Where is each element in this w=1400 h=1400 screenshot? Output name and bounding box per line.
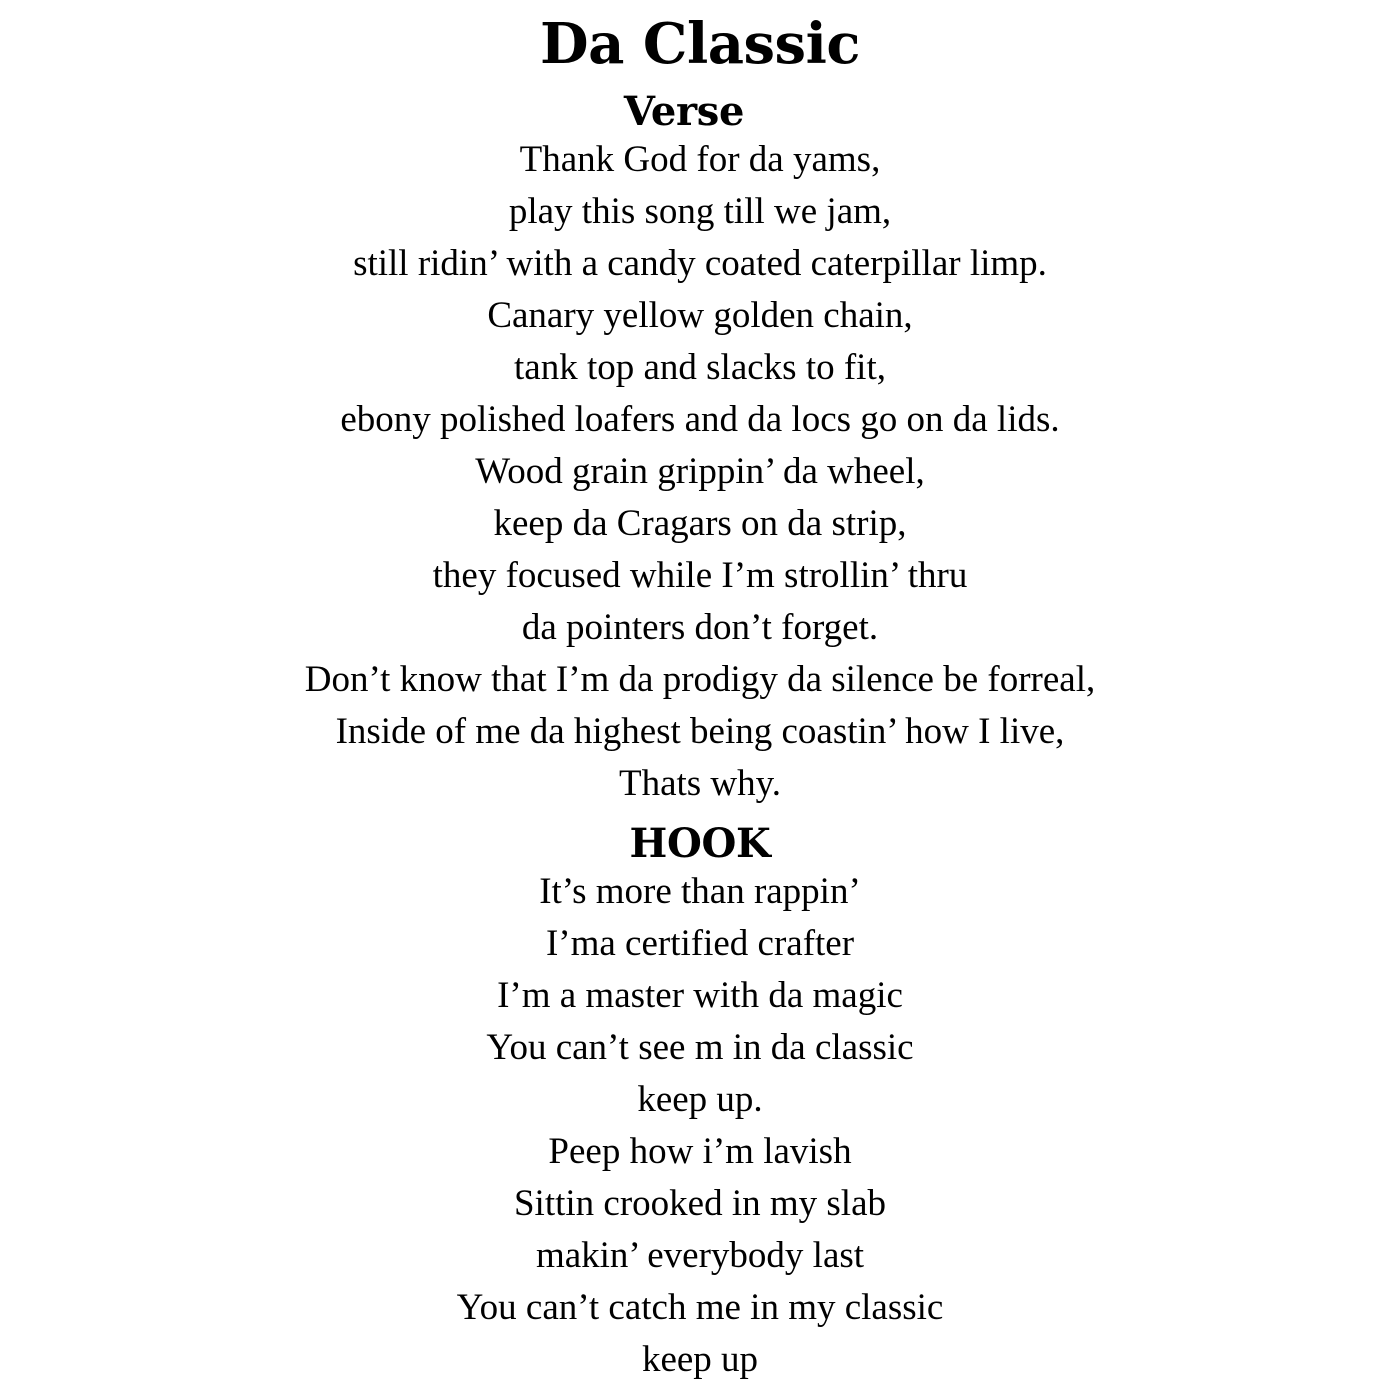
verse-line: they focused while I’m strollin’ thru (432, 555, 968, 596)
hook-line: keep up. (637, 1079, 763, 1120)
verse-line: Thats why. (618, 763, 782, 804)
hook-line: Peep how i’m lavish (548, 1131, 852, 1172)
verse-line: tank top and slacks to fit, (514, 347, 886, 388)
verse-line: play this song till we jam, (508, 191, 892, 232)
song-title: Da Classic (540, 11, 860, 77)
verse-line: Canary yellow golden chain, (487, 295, 913, 336)
hook-line: makin’ everybody last (535, 1235, 865, 1276)
verse-line: still ridin’ with a candy coated caterpillar limp. (353, 243, 1047, 284)
hook-line: I’m a master with da magic (497, 975, 903, 1016)
verse-line: Inside of me da highest being coastin’ how I live, (335, 711, 1065, 752)
verse-line: ebony polished loafers and da locs go on da lids. (340, 399, 1060, 440)
verse-line: Wood grain grippin’ da wheel, (475, 451, 925, 492)
verse-line: Don’t know that I’m da prodigy da silence be forreal, (304, 659, 1096, 700)
hook-line: keep up (641, 1339, 759, 1380)
verse-heading: Verse (623, 88, 745, 135)
verse-line: keep da Cragars on da strip, (493, 503, 907, 544)
verse-lines (0, 134, 1400, 810)
verse-line: Thank God for da yams, (519, 139, 881, 180)
hook-line: You can’t see m in da classic (486, 1027, 914, 1068)
hook-line: You can’t catch me in my classic (456, 1287, 944, 1328)
hook-heading: HOOK (629, 820, 771, 867)
hook-line: It’s more than rappin’ (539, 871, 861, 912)
hook-line: I’ma certified crafter (545, 923, 855, 964)
verse-line: da pointers don’t forget. (521, 607, 879, 648)
hook-lines (0, 866, 1400, 1386)
hook-line: Sittin crooked in my slab (513, 1183, 887, 1224)
